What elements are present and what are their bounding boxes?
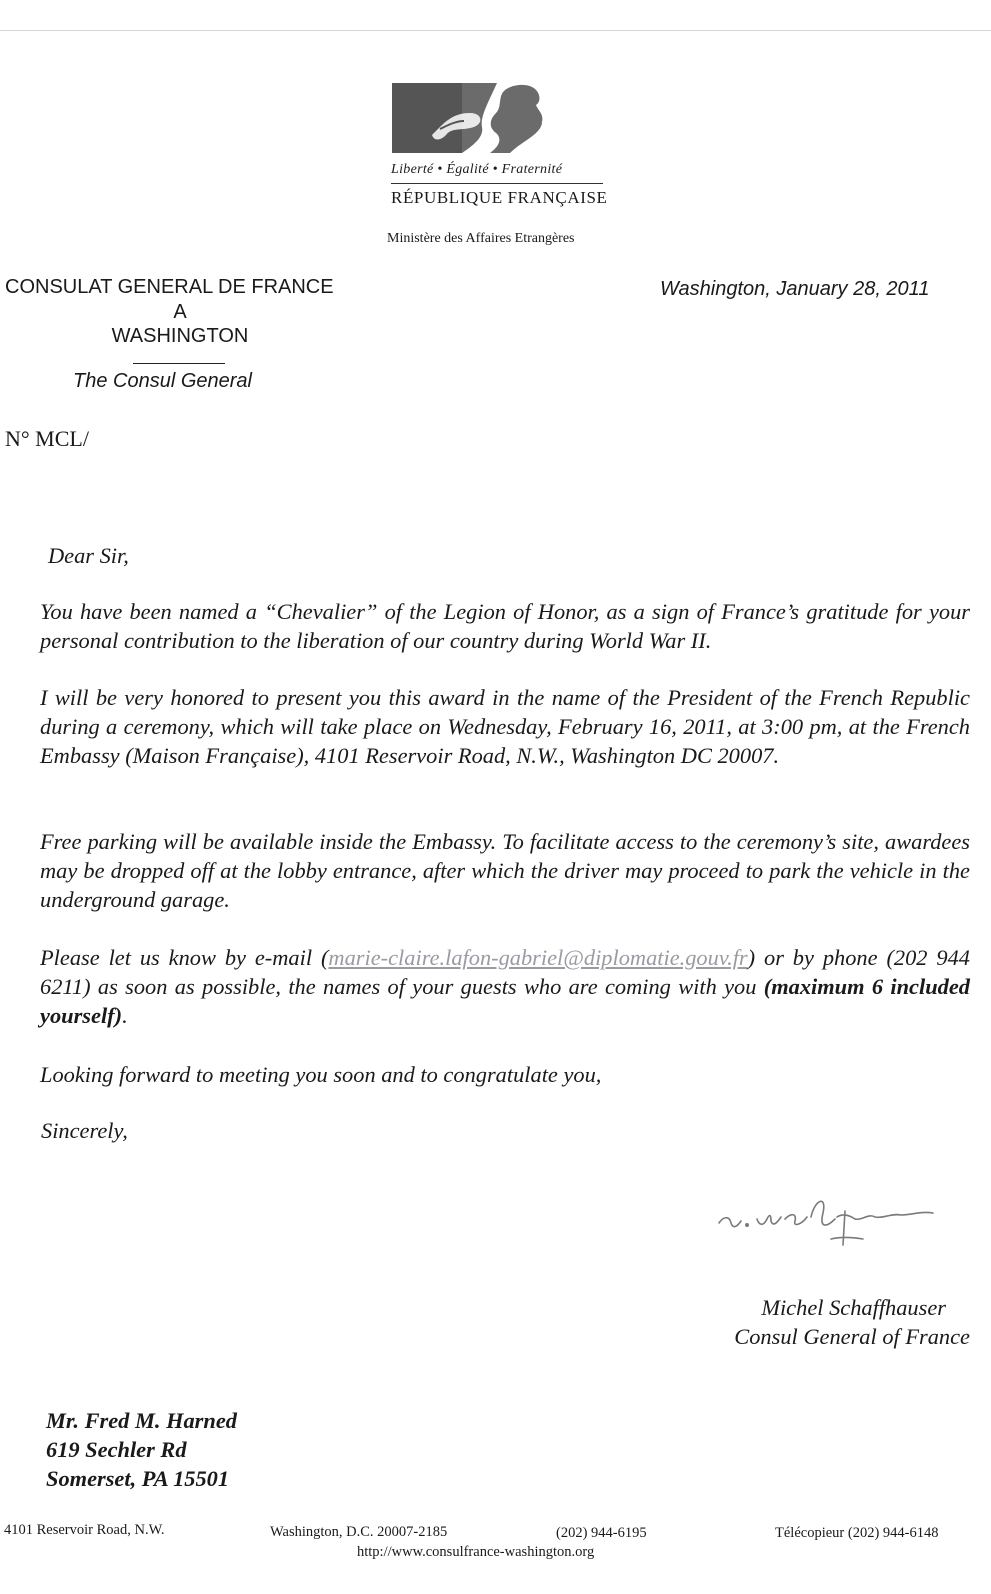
consul-title: The Consul General [73, 370, 252, 392]
scan-top-line [0, 30, 991, 31]
closing: Sincerely, [41, 1118, 128, 1143]
guest-limit: (maximum 6 included yourself) [40, 974, 970, 1028]
ministry-name: Ministère des Affaires Etrangères [387, 231, 575, 246]
signer-title: Consul General of France [734, 1324, 970, 1349]
reference-number: N° MCL/ [5, 426, 89, 451]
paragraph-ceremony: I will be very honored to present you this award in the name of the President of the French Republic during a ceremony, which will take place on Wednesday, February 16, 2011, at 3:00 pm, at the French Embassy (Maison Française), 4101 Reservoir Road, N.W., Washington DC 20007. [40, 685, 970, 768]
consulate-line-1: CONSULAT GENERAL DE FRANCE [5, 276, 334, 298]
footer-address: 4101 Reservoir Road, N.W. [4, 1522, 165, 1538]
paragraph-rsvp [40, 943, 970, 1030]
rsvp-text-suffix: . [122, 1003, 128, 1028]
signer-name: Michel Schaffhauser [761, 1295, 946, 1320]
motto-underline [391, 183, 603, 184]
paragraph-award: You have been named a “Chevalier” of the Legion of Honor, as a sign of France’s gratitude for your personal contribution to the liberation of our country during World War II. [40, 599, 970, 653]
recipient-city: Somerset, PA 15501 [46, 1466, 230, 1491]
handwritten-signature-icon [715, 1183, 945, 1258]
rsvp-text-middle: ) or by phone (202 944 6211) as soon as possible, the names of your guests who are coming with you [40, 945, 970, 999]
footer-fax: Télécopieur (202) 944-6148 [775, 1525, 939, 1541]
salutation: Dear Sir, [48, 543, 129, 568]
footer-phone: (202) 944-6195 [556, 1525, 647, 1541]
footer-website[interactable]: http://www.consulfrance-washington.org [357, 1544, 595, 1560]
recipient-name: Mr. Fred M. Harned [46, 1408, 237, 1433]
paragraph-parking: Free parking will be available inside the Embassy. To facilitate access to the ceremony’s site, awardees may be dropped off at the lobby entrance, after which the driver may proceed to park the vehicle in the underground garage. [40, 829, 970, 912]
consulate-line-2: A [173, 301, 187, 323]
consul-divider [133, 363, 225, 364]
motto: Liberté • Égalité • Fraternité [391, 162, 563, 177]
footer-city: Washington, D.C. 20007-2185 [270, 1524, 448, 1540]
rsvp-text-prefix: Please let us know by e-mail ( [40, 945, 329, 970]
paragraph-closing: Looking forward to meeting you soon and to congratulate you, [40, 1062, 602, 1087]
recipient-street: 619 Sechler Rd [46, 1437, 187, 1462]
marianne-logo-icon [392, 83, 602, 153]
consulate-line-3: WASHINGTON [111, 325, 249, 347]
email-link[interactable]: marie-claire.lafon-gabriel@diplomatie.gouv.fr [328, 945, 748, 970]
republic-name: RÉPUBLIQUE FRANÇAISE [391, 188, 608, 207]
letter-date: Washington, January 28, 2011 [660, 278, 930, 300]
